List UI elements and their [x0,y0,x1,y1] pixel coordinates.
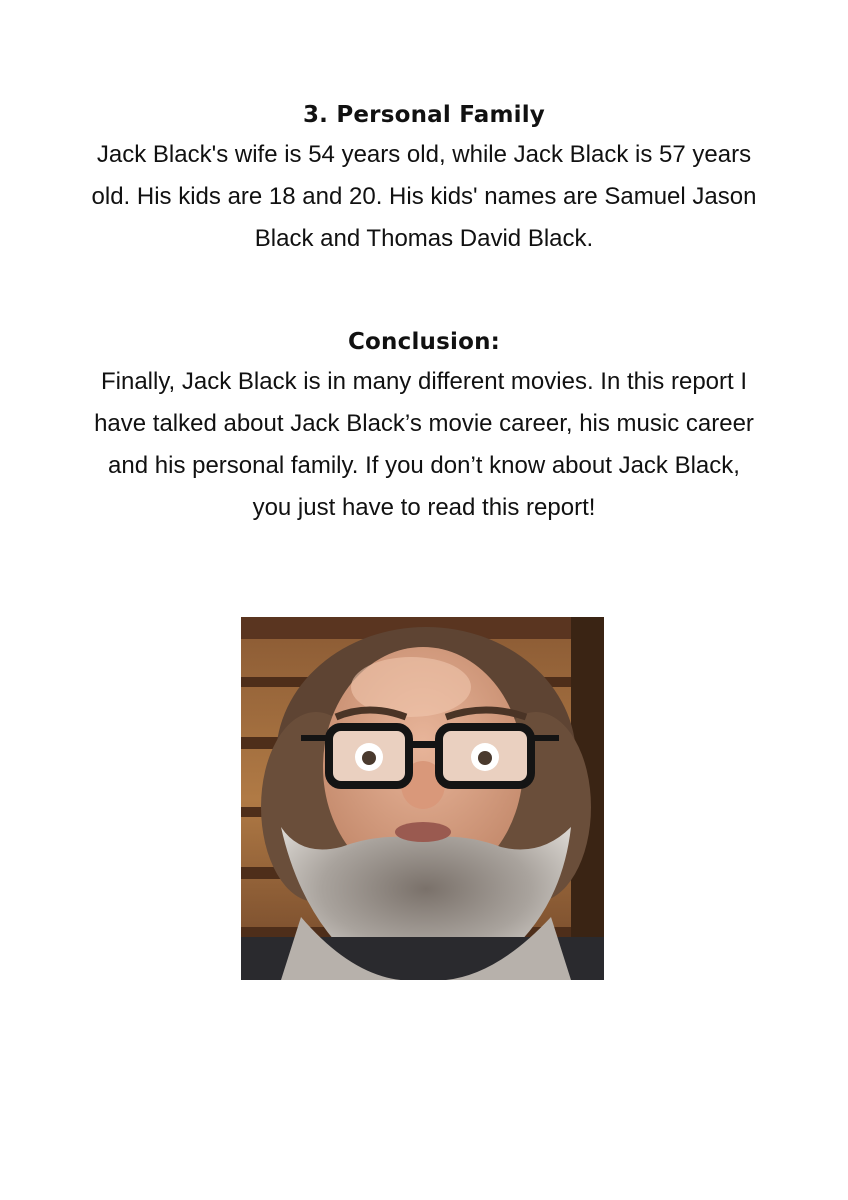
personal-family-section [90,100,758,260]
section-heading: Conclusion: [347,329,501,355]
conclusion-section [90,327,758,529]
section-paragraph: Finally, Jack Black is in many different movies. In this report I have talked about Jack Black’s movie career, his music career and his personal family. If you don’t know about Jack Black, you just have to read this report! [94,368,754,521]
section-paragraph: Jack Black's wife is 54 years old, while Jack Black is 57 years old. His kids are 18 and 20. His kids' names are Samuel Jason Black and Thomas David Black. [91,141,757,252]
portrait-photo [241,617,604,980]
section-heading: 3. Personal Family [302,102,546,128]
